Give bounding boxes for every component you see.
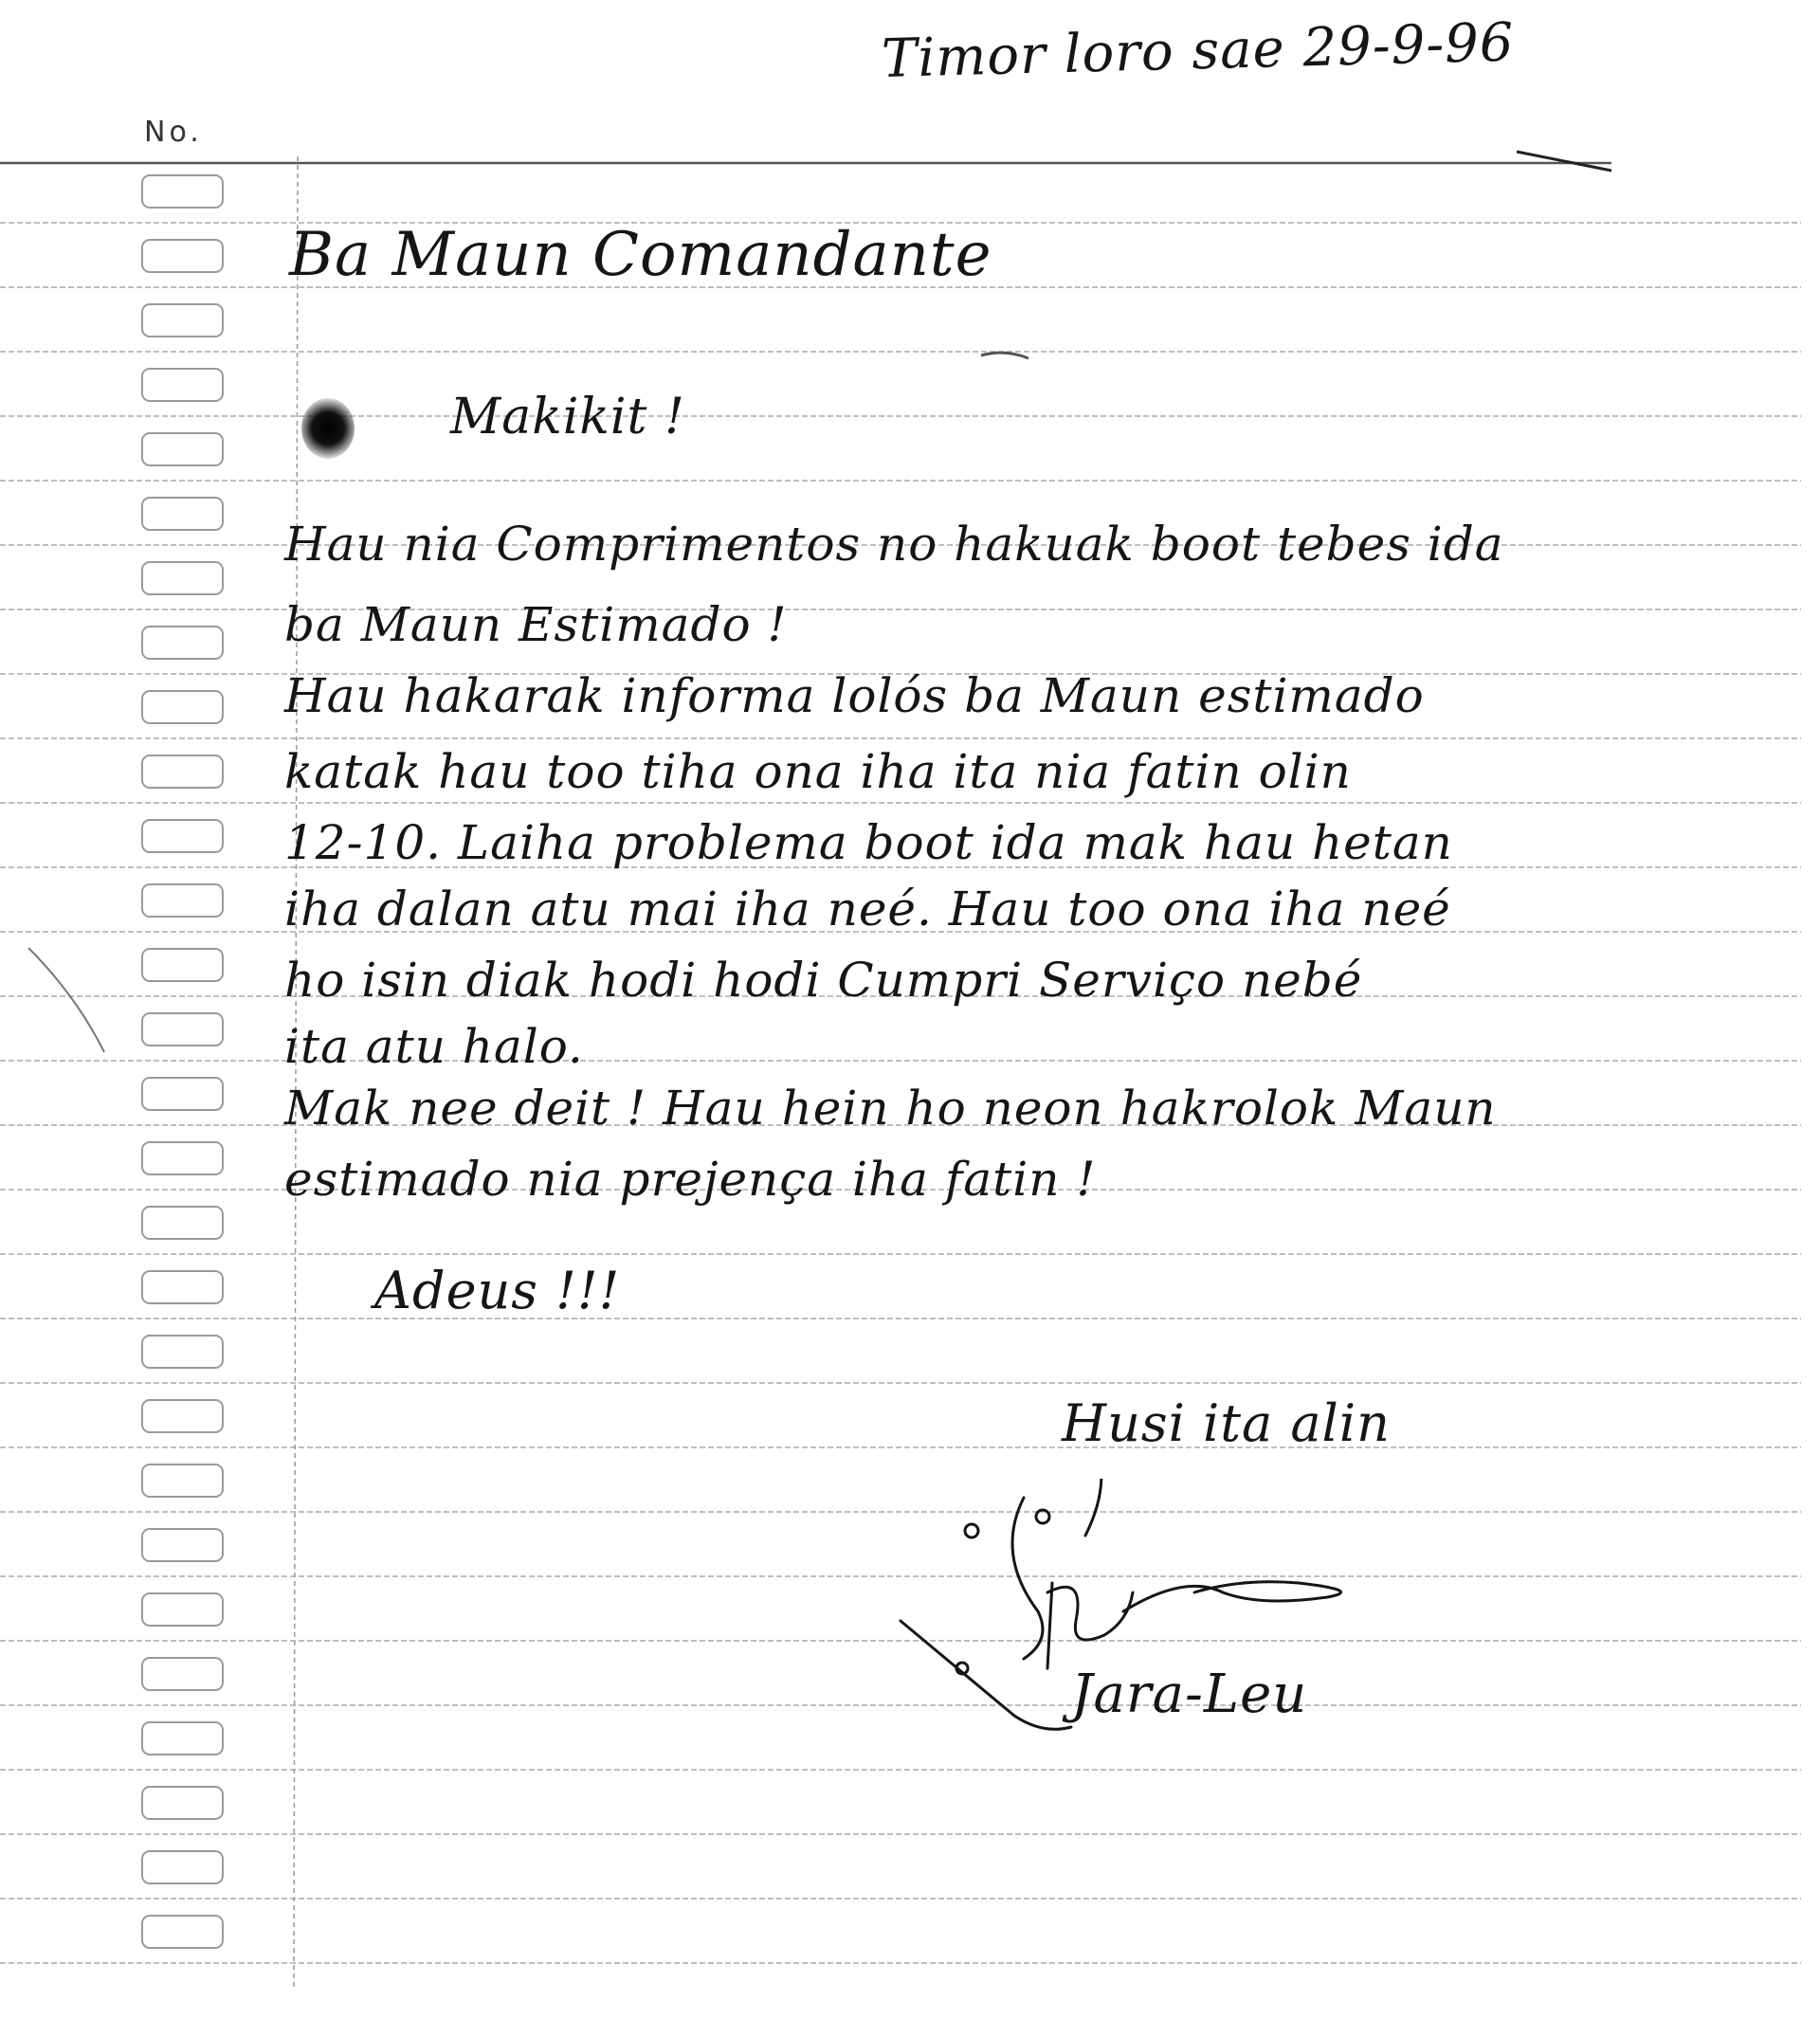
- body-line: estimado nia prejença iha fatin !: [284, 1152, 1097, 1207]
- body-line: iha dalan atu mai iha neé. Hau too ona iha neé: [284, 882, 1451, 937]
- margin-tab: [142, 304, 223, 336]
- margin-tab: [142, 1593, 223, 1626]
- closing-line: Husi ita alin: [1062, 1393, 1391, 1453]
- margin-tab: [142, 562, 223, 594]
- margin-tab: [142, 1078, 223, 1110]
- body-line: ba Maun Estimado !: [284, 597, 788, 652]
- salutation: Ba Maun Comandante: [289, 220, 992, 290]
- body-line: ho isin diak hodi hodi Cumpri Serviço nebé: [284, 953, 1363, 1008]
- margin-tab: [142, 1529, 223, 1561]
- margin-tab: [142, 820, 223, 852]
- body-line: 12-10. Laiha problema boot ida mak hau hetan: [284, 815, 1453, 870]
- margin-tab: [142, 1400, 223, 1432]
- margin-tab: [142, 1142, 223, 1174]
- farewell: Adeus !!!: [374, 1261, 621, 1320]
- body-line: Mak nee deit ! Hau hein ho neon hakrolok Maun: [284, 1081, 1497, 1136]
- margin-tab: [142, 175, 223, 208]
- margin-tab: [142, 1722, 223, 1755]
- handwritten-signature: [882, 1479, 1469, 1801]
- margin-tab: [142, 433, 223, 465]
- margin-tab: [142, 1851, 223, 1883]
- body-line: ita atu halo.: [284, 1019, 584, 1074]
- margin-tab: [142, 691, 223, 723]
- margin-tab: [142, 884, 223, 917]
- margin-tab: [142, 1336, 223, 1368]
- margin-tab: [142, 1658, 223, 1690]
- margin-tab: [142, 498, 223, 530]
- margin-tab: [142, 1916, 223, 1948]
- place-date: Timor loro sae 29-9-96: [881, 11, 1516, 90]
- margin-tab: [142, 627, 223, 659]
- body-line: Hau hakarak informa lolós ba Maun estimado: [284, 668, 1425, 723]
- margin-tab: [142, 240, 223, 272]
- margin-tab: [142, 369, 223, 401]
- margin-tab: [142, 1464, 223, 1497]
- margin-tab: [142, 1207, 223, 1239]
- margin-tab: [142, 1787, 223, 1819]
- body-line: katak hau too tiha ona iha ita nia fatin olin: [284, 744, 1352, 799]
- margin-tab: [142, 755, 223, 788]
- ink-smudge: [301, 398, 355, 459]
- signer-name: Jara-Leu: [1071, 1664, 1308, 1725]
- number-label: No.: [144, 116, 203, 149]
- body-line: Hau nia Comprimentos no hakuak boot tebes ida: [284, 517, 1504, 572]
- margin-tab: [142, 1271, 223, 1303]
- greeting: Makikit !: [450, 389, 685, 446]
- margin-tab: [142, 1013, 223, 1046]
- margin-tab: [142, 949, 223, 981]
